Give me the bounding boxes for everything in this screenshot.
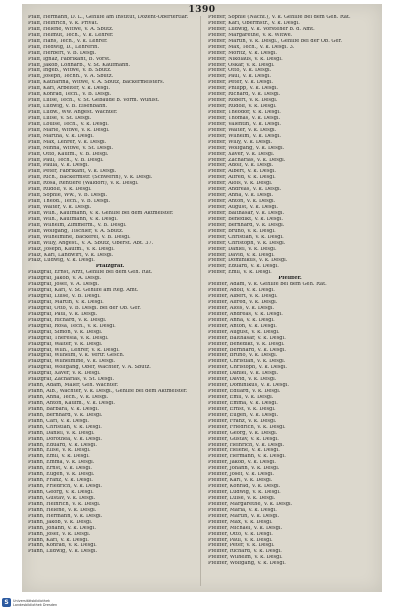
directory-entry: Pfeffer, Oskar, V. k. Desgl. — [208, 62, 275, 68]
directory-entry: Pfeiffer, Josef, V. k. Desgl. — [208, 472, 274, 478]
directory-entry: Pfalzgraf, Wilh., Lehrer, V. k. Desgl. — [28, 347, 120, 353]
directory-entry: Pfeffer, Bruno, V. k. Desgl. — [208, 228, 276, 234]
directory-entry: Pfeffer, Christoph, V. k. Desgl. — [208, 240, 286, 246]
directory-entry: Pfeffer, Balthasar, V. k. Desgl. — [208, 210, 285, 216]
directory-entry: Pfeffer, Margarethe, V. k. Witwe. — [208, 32, 293, 38]
directory-entry: Pfeffer, Thomas, V. k. Desgl. — [208, 115, 281, 121]
directory-entry: Pfeiffer, Dominikus, V. k. Desgl. — [208, 383, 290, 389]
directory-entry: Pfeffer, Walter, V. k. Desgl. — [208, 127, 277, 133]
directory-entry: Pfaff, Rich., Bäckermstr. (Schwerin), V. k. Desgl. — [28, 175, 153, 181]
directory-entry: Pfann, Heinrich, V. k. Desgl. — [28, 501, 101, 507]
directory-entry: Pfalzgraf, Paul, V. k. Desgl. — [28, 311, 98, 317]
directory-entry: Pfaff, Katharina, Witwe, V. A. Sbutz, Bäckermeisters. — [28, 80, 165, 86]
directory-entry: Pfeiffer, August, V. k. Desgl. — [208, 329, 280, 335]
directory-entry: Pfeffer, Theodor, V. k. Desgl. — [208, 110, 281, 115]
directory-entry: Pfeiffer, Franz, V. k. Desgl. — [208, 418, 277, 424]
directory-entry: Pfeffer, Daniel, V. k. Desgl. — [208, 246, 277, 252]
directory-entry: Pfeffer, Albert, V. k. Desgl. — [208, 169, 276, 175]
directory-entry: Pfeffer, Wilhelm, V. k. Desgl. — [208, 133, 282, 139]
directory-entry: Pfeiffer, Anna, V. k. Desgl. — [208, 317, 275, 323]
directory-entry: Pfeffer, Karl, Obermstr., V. k. Desgl. — [208, 20, 300, 26]
directory-entry: Pfaff, Ingeb., Witwe, V. B. Sbutz. — [28, 68, 112, 74]
directory-entry: Pfeffer, Paul, V. k. Desgl. — [208, 74, 272, 80]
directory-entry: Pfalzgraf, Walter, V. k. Desgl. — [28, 341, 103, 347]
directory-entry: Pfeiffer, Eugen, V. k. Desgl. — [208, 412, 279, 418]
directory-entry: Pfeffer, Sophie (Nachf.), V. k. Gehilfe bei dem Geh. Rat. — [208, 15, 351, 20]
directory-entry: Pfalzgraf, Theresia, V. k. Desgl. — [28, 335, 109, 341]
directory-entry: Pfeiffer, Wolfgang, V. k. Desgl. — [208, 561, 286, 567]
directory-entry: Pfeiffer, Johann, V. k. Desgl. — [208, 466, 280, 472]
directory-entry: Pfann, Helene, V. k. Desgl. — [28, 507, 97, 513]
directory-entry: Pfeffer, Zacharias, V. k. Desgl. — [208, 157, 286, 163]
directory-entry: Pfaff, Hermann, D. L., Gehilfe am Institut, Dozent-Obertertiar. — [28, 15, 189, 20]
directory-entry: Pfaff, Helmut, Tech., V. k. Lehrer. — [28, 32, 114, 38]
directory-entry: Pfeiffer, Maria, V. k. Desgl. — [208, 507, 277, 513]
directory-entry: Pfaff, Luise, V. St. Desgl. — [28, 115, 92, 121]
directory-entry: Pfeiffer, Margarethe, V. k. Desgl. — [208, 501, 293, 507]
directory-entry: Pfann, Carl, V. k. Desgl. — [28, 418, 89, 424]
directory-entry: Pfaff, Walter, V. k. Desgl. — [28, 205, 92, 210]
directory-entry: Pfeiffer, Andreas, V. k. Desgl. — [208, 311, 283, 317]
directory-entry: Pfaff, Herbert, V. B. Desgl. — [28, 50, 97, 56]
directory-entry: Pfann, Adam, Maler, Geh. Wächter. — [28, 383, 119, 389]
directory-entry: Pfeiffer, Alfred, V. k. Desgl. — [208, 300, 278, 305]
directory-entry: Pfeiffer, Karl, V. k. Desgl. — [208, 478, 273, 484]
directory-entry: Pfaff, Rosa, Rentiere (Waldorf), V. k. Desgl. — [28, 181, 139, 187]
directory-entry: Pfalz, Ludwig, V. k. Desgl. — [28, 258, 95, 264]
directory-entry: Pfaff, Louise, Tech., V. k. Desgl. — [28, 121, 109, 127]
directory-entry: Pfeiffer, Benedikt, V. k. Desgl. — [208, 341, 285, 347]
directory-entry: Pfaff, Luise, Tech., V. St. Gebäude b. Vorm. Wuhlst. — [28, 98, 160, 104]
directory-entry: Pfeiffer, Helene, V. k. Desgl. — [208, 448, 280, 454]
directory-entry: Pfeffer, Otto, V. k. Desgl. — [208, 68, 272, 74]
directory-entry: Pfeiffer, Paul, V. k. Desgl. — [208, 537, 273, 543]
directory-entry: Pfeiffer, Friedrich, V. k. Desgl. — [208, 424, 286, 430]
directory-entry: Pfaff, Wolfgang, Tischler, V. A. Sbutz. — [28, 228, 124, 234]
directory-entry: Pfann, Emma, V. k. Desgl. — [28, 460, 95, 466]
directory-entry: Pfann, Johann, V. k. Desgl. — [28, 525, 96, 531]
directory-entry: Pfeiffer, David, V. k. Desgl. — [208, 377, 277, 383]
directory-entry: Pfann, Barbara, V. k. Desgl. — [28, 406, 99, 412]
directory-entry: Pfeffer, Wolfgang, V. k. Desgl. — [208, 145, 285, 151]
directory-entry: Pfeffer, Rudolf, V. k. Desgl. — [208, 104, 277, 110]
directory-entry: Pfaff, Theod., Tech., V. B. Desgl. — [28, 199, 111, 205]
directory-entry: Pfaff, Marie, Witwe, V. k. Desgl. — [28, 127, 110, 133]
directory-entry: Pfann, Dorothea, V. k. Desgl. — [28, 436, 102, 442]
directory-entry: Pfann, Christian, V. k. Desgl. — [28, 424, 102, 430]
directory-entry: Pfeiffer, Anton, V. k. Desgl. — [208, 323, 277, 329]
directory-entry: Pfeffer, Eduard, V. k. Desgl. — [208, 264, 279, 270]
directory-entry: Pfaff, Martha, V. k. Desgl. — [28, 133, 94, 139]
directory-entry: Pfalzgraf, Ernst, Arzt, Gehilfe bei dem Geh. Rat. — [28, 270, 153, 276]
directory-entry: Pfaff, Peter, Fabrikant, V. k. Desgl. — [28, 169, 117, 175]
directory-entry: Pfaff, Paula, V. k. Desgl. — [28, 163, 90, 169]
directory-entry: Pfeffer, Willy, V. k. Desgl. — [208, 139, 273, 145]
directory-entry: Pfeiffer, Adam, V. k. Gehilfe bei dem Geh. Rat. — [208, 282, 327, 288]
directory-entry: Pfeffer, Philipp, V. k. Desgl. — [208, 86, 278, 92]
directory-entry: Pfeffer, Richard, V. k. Desgl. — [208, 92, 281, 98]
directory-entry: Pfann, Bernhard, V. k. Desgl. — [28, 412, 103, 418]
directory-entry: Pfann, Hermann, V. k. Desgl. — [28, 513, 103, 519]
directory-entry: Pfeffer, Nikolaus, V. k. Desgl. — [208, 56, 283, 62]
directory-entry: Pfaff, Paul, Tech., V. B. Desgl. — [28, 157, 104, 163]
library-footer — [2, 598, 112, 607]
directory-entry: Pfaff, Jakob, Lohnarb., V. St. Kaufmann. — [28, 62, 131, 68]
page-number: 1390 — [188, 5, 216, 15]
directory-entry: Pfeiffer, Peter, V. k. Desgl. — [208, 543, 275, 549]
directory-entry: Pfaff, Wilhelm, Zimmerm., V. B. Desgl. — [28, 222, 127, 228]
directory-entry: Pfann, Eduard, V. k. Desgl. — [28, 442, 97, 448]
directory-entry: Pfann, Daniel, V. k. Desgl. — [28, 430, 95, 436]
directory-page — [22, 4, 382, 592]
directory-entry: Pfalz, Karl, Landwirt, V. k. Desgl. — [28, 252, 114, 258]
directory-entry: Pfaff, Ignaz, Fabrikant, B. Vorst. — [28, 56, 111, 62]
directory-entry: Pfeiffer, Otto, V. k. Desgl. — [208, 531, 273, 537]
directory-entry: Pfaff, Hedwig, D., Lehrerin. — [28, 44, 100, 50]
library-credit-line1: Universitätsbibliothek — [13, 598, 51, 603]
directory-entry: Pfeiffer, Alois, V. k. Desgl. — [208, 305, 275, 311]
directory-entry: Pfann, Eugen, V. k. Desgl. — [28, 472, 95, 478]
directory-entry: Pfaff, Sophie, Ww., V. B. Desgl. — [28, 193, 108, 199]
directory-entry: Pfann, Gustav, V. k. Desgl. — [28, 495, 96, 501]
directory-entry: Pfalzgraf, Wilhelmine, V. k. Desgl. — [28, 359, 116, 365]
directory-entry: Pfalzgraf, Martin, V. k. Desgl. — [28, 300, 104, 305]
directory-entry: Pfeffer, Emil, V. k. Desgl. — [208, 270, 272, 276]
directory-entry: Pfann, Ludwig, V. k. Desgl. — [28, 549, 98, 555]
library-credit-line2: Landesbibliothek Dresden — [13, 602, 58, 607]
directory-entry: Pfeiffer, Luise, V. k. Desgl. — [208, 495, 276, 501]
directory-entry: Pfann, Georg, V. k. Desgl. — [28, 490, 94, 495]
directory-entry: Pfann, Elise, V. k. Desgl. — [28, 448, 91, 454]
directory-entry: Pfeiffer, Gustav, V. k. Desgl. — [208, 436, 279, 442]
directory-entry: Pfalzgraf, Josef, V. A. Desgl. — [28, 282, 100, 288]
directory-entry: Pfaff, Helene, Witwe, V. A. Sbutz. — [28, 26, 114, 32]
directory-entry: Pfalzgraf, Richard, V. k. Desgl. — [28, 317, 107, 323]
directory-entry: Pfaff, Konrad, Tech., V. B. Desgl. — [28, 92, 112, 98]
directory-entry: Pfeffer, Peter, V. k. Desgl. — [208, 80, 274, 86]
directory-entry: Pfeiffer, Bernhard, V. k. Desgl. — [208, 347, 286, 353]
section-heading: Pfeiffer. — [278, 276, 302, 282]
left-column — [28, 15, 192, 589]
directory-entry: Pfann, Karl, V. k. Desgl. — [28, 537, 89, 543]
directory-entry: Pfeiffer, Christoph, V. k. Desgl. — [208, 365, 288, 371]
directory-entry: Pfeiffer, Michael, V. k. Desgl. — [208, 525, 283, 531]
directory-entry: Pfeffer, Benedikt, V. k. Desgl. — [208, 216, 283, 222]
directory-entry: Pfann, Konrad, V. k. Desgl. — [28, 543, 97, 549]
directory-entry: Pfalz, Joseph, Kaufm., V. k. Desgl. — [28, 246, 115, 252]
directory-entry: Pfeiffer, Heinrich, V. k. Desgl. — [208, 442, 285, 448]
directory-entry: Pfaff, Joseph, Techn., V. A. Sbutz. — [28, 74, 114, 80]
directory-entry: Pfeffer, Andreas, V. k. Desgl. — [208, 187, 282, 193]
directory-entry: Pfalzgraf, Xaver, V. k. Desgl. — [28, 371, 101, 377]
directory-entry: Pfaff, Max, Lehrer, V. k. Desgl. — [28, 139, 107, 145]
directory-entry: Pfeffer, Alfred, V. k. Desgl. — [208, 175, 276, 181]
directory-entry: Pfeiffer, Ernst, V. k. Desgl. — [208, 406, 276, 412]
directory-entry: Pfeiffer, Wilhelm, V. k. Desgl. — [208, 555, 283, 561]
directory-entry: Pfalzgraf, Otto, V. B. Desgl. bei der Ob. Ger. — [28, 305, 141, 311]
directory-entry: Pfann, Friedrich, V. k. Desgl. — [28, 484, 103, 490]
directory-entry: Pfaff, Minna, Witwe, V. St. Desgl. — [28, 145, 114, 151]
directory-entry: Pfann, Franz, V. k. Desgl. — [28, 478, 93, 484]
directory-entry: Pfann, Josef, V. k. Desgl. — [28, 531, 91, 537]
directory-entry: Pfann, Anna, Tech., V. k. Desgl. — [28, 395, 109, 400]
directory-entry: Pfalzgraf, Simon, V. k. Desgl. — [28, 329, 103, 335]
directory-entry: Pfalzgraf, Zacharias, V. St. Desgl. — [28, 377, 115, 383]
directory-entry: Pfaff, Wilhelmine, Bäckerei, V. B. Desgl. — [28, 234, 131, 240]
directory-entry: Pfeiffer, Eduard, V. k. Desgl. — [208, 389, 281, 395]
directory-entry: Pfeffer, Robert, V. k. Desgl. — [208, 98, 278, 104]
directory-entry: Pfaff, Wilh., Kaufmann, V. k. Desgl. — [28, 216, 118, 222]
directory-entry: Pfeiffer, Georg, V. k. Desgl. — [208, 430, 278, 436]
directory-entry: Pfalzgraf, Karl, V. St. Gehilfe am Reg. Amt. — [28, 288, 139, 294]
directory-entry: Pfeiffer, Daniel, V. k. Desgl. — [208, 371, 279, 377]
directory-entry: Pfeffer, Christian, V. k. Desgl. — [208, 234, 284, 240]
directory-entry: Pfeffer, Dominikus, V. k. Desgl. — [208, 258, 288, 264]
directory-entry: Pfaff, Willy, Angest., V. A. Sbutz, Oberst. Abt. 37. — [28, 240, 154, 246]
directory-entry: Pfeffer, Anna, V. k. Desgl. — [208, 193, 274, 199]
directory-entry: Pfann, Ernst, V. k. Desgl. — [28, 466, 93, 472]
directory-entry: Pfeiffer, Richard, V. k. Desgl. — [208, 549, 282, 555]
directory-entry: Pfeffer, Alois, V. k. Desgl. — [208, 181, 273, 187]
column-divider — [200, 16, 201, 586]
directory-entry: Pfaff, Ludwig, V. B. Eisenbahn. — [28, 104, 108, 110]
library-logo-icon: S — [2, 598, 11, 607]
directory-entry: Pfeiffer, Emma, V. k. Desgl. — [208, 400, 278, 406]
directory-entry: Pfeffer, Moritz, V. k. Desgl. — [208, 50, 277, 56]
directory-entry: Pfaff, Hans, Tech., V. k. Lehrer. — [28, 38, 108, 44]
right-column — [208, 15, 372, 589]
directory-entry: Pfeiffer, Emil, V. k. Desgl. — [208, 395, 274, 400]
directory-entry: Pfeffer, Martin, V. k. Desgl., Gehilfe bei der Ob. Ger. — [208, 38, 343, 44]
directory-entry: Pfeiffer, Max, V. k. Desgl. — [208, 519, 273, 525]
directory-entry: Pfaff, Otto, Kaufm., V. B. Desgl. — [28, 151, 109, 157]
directory-entry: Pfalzgraf, Wolfgang, Ober, Wächter, V. A. Sbutz. — [28, 365, 151, 371]
directory-entry: Pfalzgraf, Rosa, Tech., V. k. Desgl. — [28, 323, 116, 329]
directory-entry: Pfalzgraf, Jakob, V. A. Desgl. — [28, 276, 102, 282]
section-heading: Pfalzgraf. — [95, 264, 125, 270]
directory-entry: Pfaff, Karl, Arbeiter, V. k. Desgl. — [28, 86, 110, 92]
directory-entry: Pfeffer, August, V. k. Desgl. — [208, 205, 279, 210]
directory-entry: Pfeiffer, Ludwig, V. k. Desgl. — [208, 490, 281, 495]
directory-entry: Pfeffer, Valentin, V. k. Desgl. — [208, 121, 282, 127]
directory-entry: Pfann, Anton, Kaufm., V. k. Desgl. — [28, 400, 116, 406]
directory-entry: Pfeffer, Ludwig, V. k. Vorsteher b. d. Amt. — [208, 26, 315, 32]
directory-entry: Pfeffer, David, V. k. Desgl. — [208, 252, 275, 258]
directory-entry: Pfaff, Wilh., Kaufmann, V. k. Gehilfe bei dem Aktmeister. — [28, 210, 174, 216]
directory-entry: Pfeiffer, Adolf, V. k. Desgl. — [208, 288, 275, 294]
directory-entry: Pfeffer, Anton, V. k. Desgl. — [208, 199, 276, 205]
directory-entry: Pfalzgraf, Wilhelm, V. k. Vertr. Gesch. — [28, 353, 125, 359]
directory-entry: Pfeffer, Adolf, V. k. Desgl. — [208, 163, 274, 169]
directory-entry: Pfeiffer, Konrad, V. k. Desgl. — [208, 484, 281, 490]
directory-entry: Pfeffer, Xaver, V. k. Desgl. — [208, 151, 275, 157]
directory-entry: Pfeiffer, Martin, V. k. Desgl. — [208, 513, 280, 519]
directory-entry: Pfaff, Rudolf, V. k. Desgl. — [28, 187, 92, 193]
directory-entry: Pfeffer, Max, Tech., V. k. Desgl. 3. — [208, 44, 295, 50]
directory-entry: Pfeiffer, Albert, V. k. Desgl. — [208, 294, 278, 300]
directory-entry: Pfeiffer, Balthasar, V. k. Desgl. — [208, 335, 286, 341]
directory-entry: Pfann, Emil, V. k. Desgl. — [28, 454, 90, 460]
directory-entry: Pfeiffer, Christian, V. k. Desgl. — [208, 359, 286, 365]
directory-entry: Pfeiffer, Jakob, V. k. Desgl. — [208, 460, 277, 466]
directory-entry: Pfeffer, Bernhard, V. k. Desgl. — [208, 222, 285, 228]
directory-entry: Pfeiffer, Hermann, V. k. Desgl. — [208, 454, 286, 460]
directory-entry: Pfann, Alb., Wächter, V. k. Desgl., Gehilfe bei dem Aktmeister. — [28, 389, 188, 395]
directory-entry: Pfeiffer, Bruno, V. k. Desgl. — [208, 353, 278, 359]
library-credit — [13, 599, 57, 607]
directory-entry: Pfaff, Ludw., Ww. Angest. Wächter. — [28, 110, 118, 115]
directory-entry: Pfann, Jakob, V. k. Desgl. — [28, 519, 93, 525]
directory-entry: Pfalzgraf, Luise, V. B. Desgl. — [28, 294, 101, 300]
directory-entry: Pfaff, Heinrich, V. k. Privat. — [28, 20, 99, 26]
